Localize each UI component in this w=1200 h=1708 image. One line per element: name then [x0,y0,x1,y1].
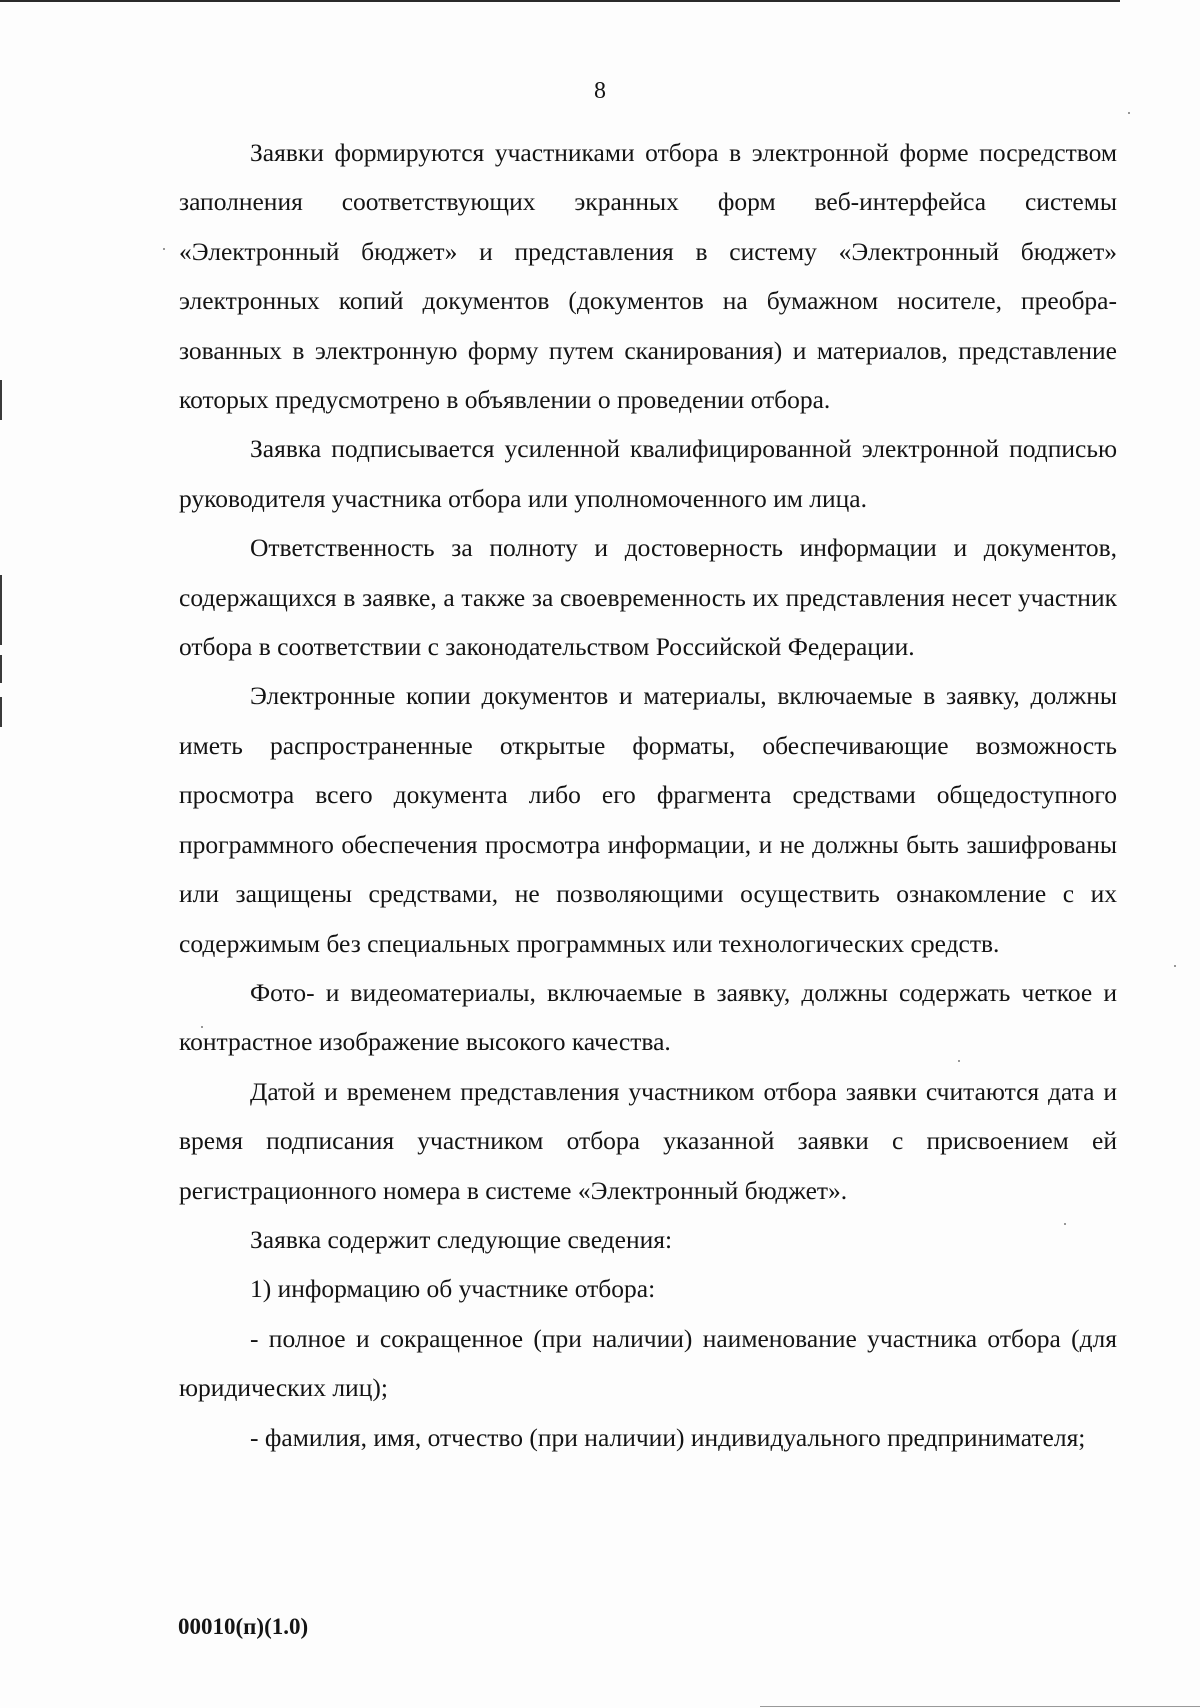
document-code: 00010(п)(1.0) [178,1614,309,1639]
paragraph-media-quality: Фото- и видеоматериалы, включаемые в заявку, должны содержать четкое и контрастное изображение высокого качества. [179,977,1117,1057]
scan-speck [163,248,165,250]
scan-speck [1174,965,1176,967]
list-item-participant-info: 1) информацию об участнике отбора: [250,1274,656,1304]
paragraph-contents-intro: Заявка содержит следующие сведения: [250,1224,673,1254]
scan-margin-mark [0,380,2,420]
paragraph-submission-process: Заявки формируются участниками отбора в электронной форме посредством заполнения соответствующих экранных форм веб-интерфейса системы «Электронный бюджет» и представления в систему «Электронный бюджет» электронных копий документов (документов на бумажном носителе, преобразованных в электронную форму путем сканирования) и материалов, представление которых предусмотрено в объявлении о проведении отбора. [179,138,1117,415]
paragraph-signature: Заявка подписывается усиленной квалифицированной электронной подписью руководителя участника отбора или уполномоченного им лица. [179,434,1117,513]
document-body [179,128,1117,1462]
scan-border-top [0,0,1120,2]
list-item-entrepreneur-name: - фамилия, имя, отчество (при наличии) индивидуального предпринимателя; [250,1422,1086,1452]
scan-border-bottom [760,1706,1200,1707]
scan-margin-mark [0,697,2,727]
scan-margin-mark [0,655,2,683]
scan-speck [1128,112,1130,114]
list-item-legal-entity-name: - полное и сокращенное (при наличии) наименование участника отбора (для юридических лиц); [179,1323,1117,1403]
page-number: 8 [594,78,606,104]
paragraph-submission-date: Датой и временем представления участником отбора заявки считаются дата и время подписания участником отбора указанной заявки с присвоением ей регистрационного номера в системе «Электронный бюджет». [179,1076,1117,1205]
paragraph-file-formats: Электронные копии документов и материалы, включаемые в заявку, должны иметь распространенные открытые форматы, обеспечивающие возможность просмотра всего документа либо его фрагмента средствами общедоступного программного обеспечения просмотра информации, и не должны быть зашифрованы или защищены средствами, не позволяющими осуществить ознакомление с их содержимым без специальных программных или технологических средств. [179,681,1117,958]
paragraph-responsibility: Ответственность за полноту и достоверность информации и документов, содержащихся в заявке, а также за своевременность их представления несет участник отбора в соответствии с законодательством Российской Федерации. [179,533,1117,662]
scan-margin-mark [0,575,2,645]
